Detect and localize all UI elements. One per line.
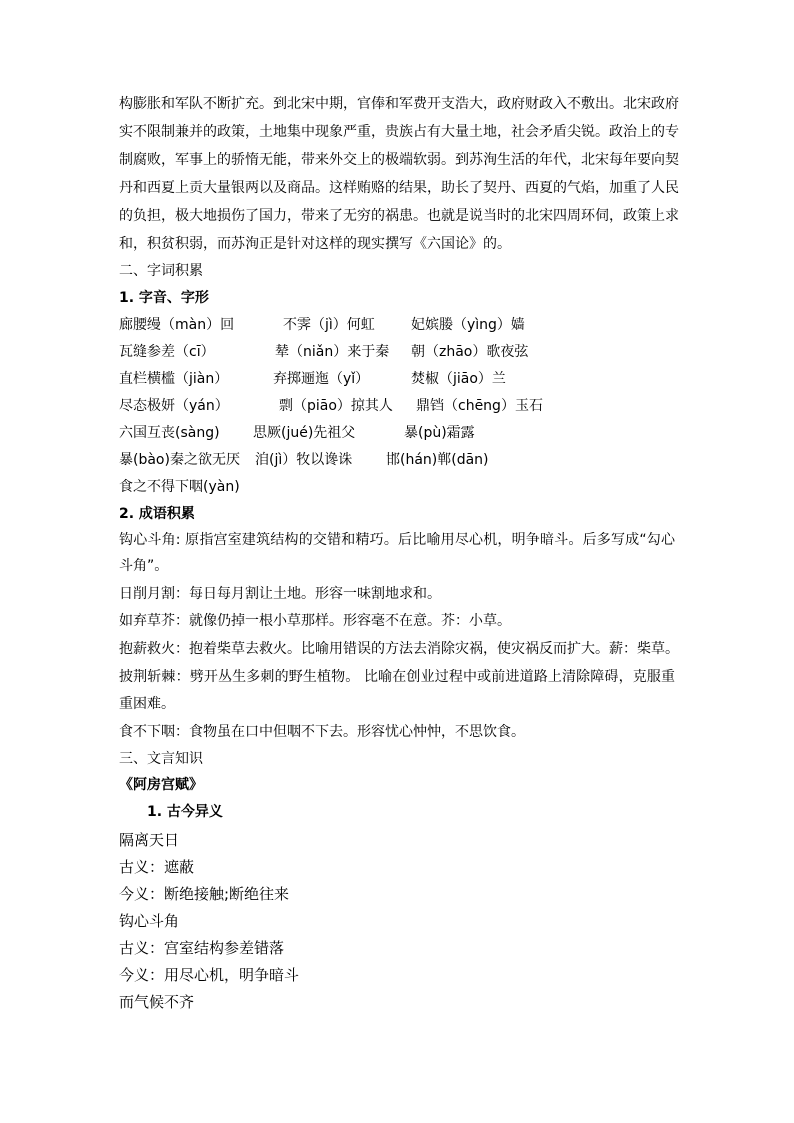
pron-item: 思厥(jué)先祖父 <box>253 425 356 441</box>
pron-item: 鼎铛（chēng）玉石 <box>416 398 543 414</box>
pron-item: 剽（piāo）掠其人 <box>279 398 393 414</box>
subsection-heading: 1. 古今异义 <box>147 804 223 820</box>
intro-line: 丹和西夏上贡大量银两以及商品。这样贿赂的结果，助长了契丹、西夏的气焰，加重了人民 <box>119 180 679 196</box>
intro-line: 构膨胀和军队不断扩充。到北宋中期，官俸和军费开支浩大，政府财政入不敷出。北宋政府 <box>119 96 679 112</box>
idiom-entry: 如弃草芥：就像仍掉一根小草那样。形容毫不在意。芥：小草。 <box>119 613 511 629</box>
intro-line: 和，积贫积弱，而苏洵正是针对这样的现实撰写《六国论》的。 <box>119 236 511 252</box>
term: 而气候不齐 <box>119 993 195 1011</box>
idiom-entry: 披荆斩棘：劈开丛生多刺的野生植物。 比喻在创业过程中或前进道路上清除障碍，克服重 <box>119 669 675 685</box>
intro-line: 实不限制兼并的政策，土地集中现象严重，贵族占有大量土地，社会矛盾尖锐。政治上的专 <box>119 124 679 140</box>
pron-item: 洎(jì）牧以谗诛 <box>255 452 353 468</box>
modern-meaning: 今义：用尽心机，明争暗斗 <box>119 966 300 984</box>
intro-line: 制腐败，军事上的骄惰无能，带来外交上的极端软弱。到苏洵生活的年代，北宋每年要向契 <box>119 152 679 168</box>
pron-item: 妃嫔媵（yìng）嫱 <box>411 317 525 333</box>
pron-item: 直栏横槛（jiàn） <box>119 371 229 387</box>
idiom-entry-cont: 重困难。 <box>119 696 175 712</box>
modern-meaning: 今义：断绝接触;断绝往来 <box>119 885 290 903</box>
pron-item: 六国互丧(sàng) <box>119 425 220 441</box>
pron-item: 暴(bào)秦之欲无厌 <box>119 452 240 468</box>
pron-item: 暴(pù)霜露 <box>404 425 475 441</box>
intro-line: 的负担，极大地损伤了国力，带来了无穷的祸患。也就是说当时的北宋四周环伺，政策上求 <box>119 208 679 224</box>
idiom-entry: 钩心斗角: 原指宫室建筑结构的交错和精巧。后比喻用尽心机，明争暗斗。后多写成“勾心 <box>119 532 675 548</box>
pron-item: 瓦缝参差（cī） <box>119 344 215 360</box>
ancient-meaning: 古义：遮蔽 <box>119 858 195 876</box>
pron-item: 朝（zhāo）歌夜弦 <box>411 344 529 360</box>
pron-item: 尽态极妍（yán） <box>119 398 229 414</box>
subsection-heading: 2. 成语积累 <box>119 506 195 522</box>
term: 钩心斗角 <box>119 912 180 930</box>
pron-item: 廊腰缦（màn）回 <box>119 317 235 333</box>
pron-item: 焚椒（jiāo）兰 <box>411 371 506 387</box>
idiom-entry: 抱薪救火：抱着柴草去救火。比喻用错误的方法去消除灾祸，使灾祸反而扩大。薪：柴草。 <box>119 641 679 657</box>
pron-item: 辇（niǎn）来于秦 <box>275 344 390 360</box>
pron-item: 弃掷逦迤（yǐ） <box>273 371 370 387</box>
pron-item: 不霁（jì）何虹 <box>283 317 375 333</box>
idiom-entry: 食不下咽：食物虽在口中但咽不下去。形容忧心忡忡，不思饮食。 <box>119 724 525 740</box>
term: 隔离天日 <box>119 831 180 849</box>
essay-title: 《阿房宫赋》 <box>119 777 203 793</box>
pron-item: 邯(hán)郸(dān) <box>386 452 489 468</box>
pron-item: 食之不得下咽(yàn) <box>119 479 240 495</box>
subsection-heading: 1. 字音、字形 <box>119 290 209 306</box>
idiom-entry-cont: 斗角”。 <box>119 558 169 574</box>
section-heading: 二、字词积累 <box>119 263 203 279</box>
section-heading: 三、文言知识 <box>119 751 203 767</box>
idiom-entry: 日削月割：每日每月割让土地。形容一味割地求和。 <box>119 586 441 602</box>
ancient-meaning: 古义：宫室结构参差错落 <box>119 939 285 957</box>
